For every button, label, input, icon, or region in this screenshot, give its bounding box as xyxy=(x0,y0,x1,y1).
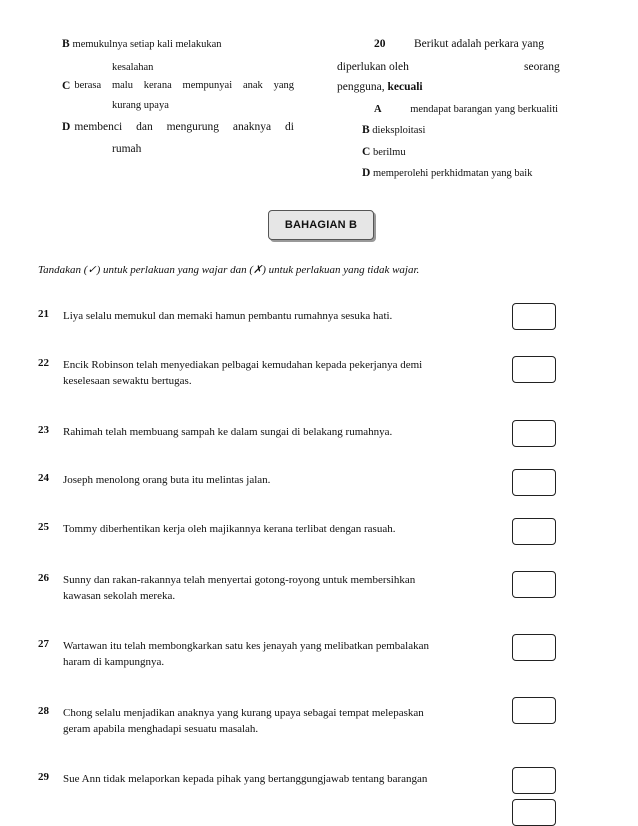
stem-text: pengguna, xyxy=(337,81,385,93)
answer-box[interactable] xyxy=(512,469,556,496)
option-text: memukulnya setiap kali melakukan xyxy=(72,39,222,50)
question-number: 28 xyxy=(38,705,49,717)
question-number: 26 xyxy=(38,572,49,584)
answer-box[interactable] xyxy=(512,571,556,598)
question-stem-line3 xyxy=(337,81,423,93)
question-stem-line2b: seorang xyxy=(524,61,560,73)
option-b-line1 xyxy=(62,38,222,50)
question-text xyxy=(63,572,493,604)
question-line1: Encik Robinson telah menyediakan pelbagai kemudahan kepada pekerjanya demi xyxy=(63,359,423,371)
option-c-line2: kurang upaya xyxy=(112,100,169,111)
question-line2: geram apabila menghadapi sesuatu masalah. xyxy=(63,723,259,735)
option-letter: C xyxy=(362,146,371,158)
option-letter: B xyxy=(362,124,370,136)
option-d xyxy=(362,167,532,179)
answer-box[interactable] xyxy=(512,697,556,724)
option-text: berasa malu kerana mempunyai anak yang xyxy=(74,80,294,91)
option-c xyxy=(362,146,406,158)
question-text xyxy=(63,308,493,324)
question-line1: Sunny dan rakan-rakannya telah menyertai gotong-royong untuk membersihkan xyxy=(63,574,416,586)
answer-box[interactable] xyxy=(512,420,556,447)
option-text: membenci dan mengurung anaknya di xyxy=(74,121,294,133)
question-number: 22 xyxy=(38,357,49,369)
question-number: 21 xyxy=(38,308,49,320)
option-d-line1 xyxy=(62,121,294,133)
question-line1: Joseph menolong orang buta itu melintas jalan. xyxy=(63,474,271,486)
question-number: 27 xyxy=(38,638,49,650)
question-line2: haram di kampungnya. xyxy=(63,656,165,668)
question-line1: Rahimah telah membuang sampah ke dalam sungai di belakang rumahnya. xyxy=(63,426,393,438)
option-text: berilmu xyxy=(372,147,406,158)
answer-box[interactable] xyxy=(512,356,556,383)
option-text: mendapat barangan yang berkualiti xyxy=(410,104,559,115)
question-text xyxy=(63,521,493,537)
stem-emphasis: kecuali xyxy=(387,81,423,93)
question-text xyxy=(63,771,493,787)
question-stem-line1: Berikut adalah perkara yang xyxy=(414,38,544,50)
option-b xyxy=(362,124,425,136)
question-text xyxy=(63,357,493,389)
instruction-text: Tandakan (✓) untuk perlakuan yang wajar dan (✗) untuk perlakuan yang tidak wajar. xyxy=(38,264,420,276)
answer-box[interactable] xyxy=(512,767,556,794)
answer-box[interactable] xyxy=(512,518,556,545)
question-line2: kawasan sekolah mereka. xyxy=(63,590,176,602)
option-letter: B xyxy=(62,38,70,50)
option-letter: D xyxy=(362,167,371,179)
question-text xyxy=(63,424,493,440)
option-a xyxy=(374,104,558,115)
option-b-line2: kesalahan xyxy=(112,62,154,73)
option-letter: D xyxy=(62,121,71,133)
question-line1: Chong selalu menjadikan anaknya yang kurang upaya sebagai tempat melepaskan xyxy=(63,707,424,719)
question-stem-line2a: diperlukan oleh xyxy=(337,61,409,73)
question-line1: Liya selalu memukul dan memaki hamun pembantu rumahnya sesuka hati. xyxy=(63,310,393,322)
question-number: 25 xyxy=(38,521,49,533)
question-line1: Wartawan itu telah membongkarkan satu kes jenayah yang melibatkan pembalakan xyxy=(63,640,429,652)
answer-box[interactable] xyxy=(512,634,556,661)
option-c-line1 xyxy=(62,80,294,92)
question-number: 29 xyxy=(38,771,49,783)
option-d-line2: rumah xyxy=(112,143,142,155)
section-title: BAHAGIAN B xyxy=(268,210,374,240)
question-number: 20 xyxy=(374,38,386,50)
option-letter: A xyxy=(374,104,382,115)
question-text xyxy=(63,638,493,670)
option-text: dieksploitasi xyxy=(372,125,426,136)
question-number: 24 xyxy=(38,472,49,484)
option-text: memperolehi perkhidmatan yang baik xyxy=(372,168,533,179)
option-letter: C xyxy=(62,80,71,92)
question-line1: Tommy diberhentikan kerja oleh majikannya kerana terlibat dengan rasuah. xyxy=(63,523,396,535)
question-line1: Sue Ann tidak melaporkan kepada pihak yang bertanggungjawab tentang barangan xyxy=(63,773,428,785)
question-text xyxy=(63,705,493,737)
answer-box[interactable] xyxy=(512,303,556,330)
question-line2: keselesaan sewaktu bertugas. xyxy=(63,375,192,387)
question-number: 23 xyxy=(38,424,49,436)
answer-box[interactable] xyxy=(512,799,556,826)
question-text xyxy=(63,472,493,488)
